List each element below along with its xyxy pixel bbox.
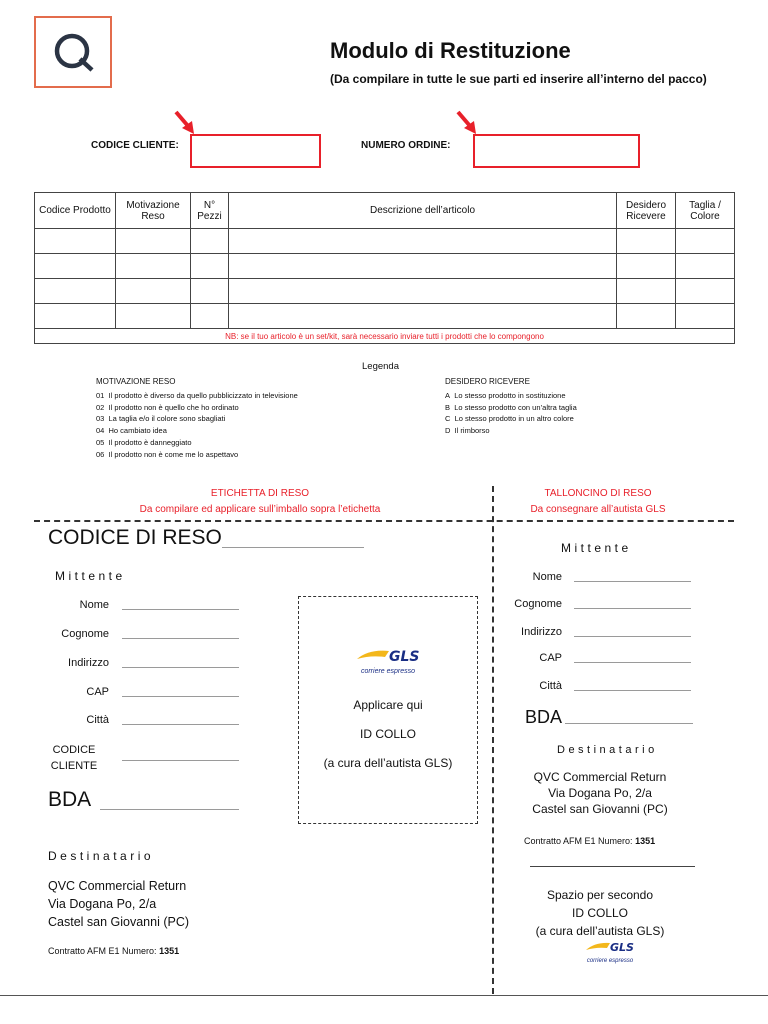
bda-line[interactable] <box>100 809 239 810</box>
stub-contract-info: Contratto AFM E1 Numero: 1351 <box>524 836 656 846</box>
label-section-title: ETICHETTA DI RESO <box>210 488 310 499</box>
address-field[interactable] <box>122 667 239 668</box>
svg-text:GLS: GLS <box>610 941 634 953</box>
stub-bda-line[interactable] <box>565 723 693 724</box>
header-pieces: N° Pezzi <box>191 193 229 229</box>
table-cell[interactable] <box>617 254 676 279</box>
legend-wishes-title: DESIDERO RICEVERE <box>445 377 530 386</box>
apply-instructions: Applicare qui ID COLLO (a cura dell’autista GLS) <box>323 698 453 770</box>
table-cell[interactable] <box>229 229 617 254</box>
stub-recipient-title: Destinatario <box>557 744 658 756</box>
table-row <box>35 279 735 304</box>
field-label: Indirizzo <box>521 626 562 638</box>
table-cell[interactable] <box>191 279 229 304</box>
recipient-address: QVC Commercial Return Via Dogana Po, 2/a Castel san Giovanni (PC) <box>48 879 190 929</box>
list-item: 02 Il prodotto non è quello che ho ordinato <box>96 402 239 412</box>
legend-title: Legenda <box>362 361 399 372</box>
field-label: CAP <box>539 652 562 664</box>
customer-code-field[interactable] <box>190 134 321 168</box>
city-field[interactable] <box>122 724 239 725</box>
table-cell[interactable] <box>229 304 617 329</box>
table-row <box>35 304 735 329</box>
list-item: 06 Il prodotto non è come me lo aspettavo <box>96 449 239 459</box>
stub-sender-title: Mittente <box>561 541 632 555</box>
page-subtitle: (Da compilare in tutte le sue parti ed inserire all’interno del pacco) <box>330 72 707 86</box>
list-item: D Il rimborso <box>445 426 490 436</box>
list-item: C Lo stesso prodotto in un altro colore <box>445 414 574 424</box>
table-row <box>35 229 735 254</box>
return-code-line[interactable] <box>222 547 364 548</box>
table-note-row <box>35 329 735 344</box>
header-return-reason: Motivazione Reso <box>116 193 191 229</box>
customer-code-label: CODICE CLIENTE: <box>91 140 179 151</box>
header-description: Descrizione dell’articolo <box>229 193 617 229</box>
list-item: 03 La taglia e/o il colore sono sbagliati <box>96 414 226 424</box>
gls-swoosh-icon <box>355 647 421 663</box>
field-label: CODICE CLIENTE <box>50 744 98 772</box>
table-cell[interactable] <box>191 229 229 254</box>
stub-city-field[interactable] <box>574 690 691 691</box>
header-wish: Desidero Ricevere <box>617 193 676 229</box>
table-cell[interactable] <box>676 304 735 329</box>
stub-cap-field[interactable] <box>574 662 691 663</box>
table-cell[interactable] <box>229 279 617 304</box>
table-cell[interactable] <box>116 279 191 304</box>
label-section-instruction: Da compilare ed applicare sull’imballo sopra l’etichetta <box>139 504 381 515</box>
field-label: CAP <box>86 686 109 698</box>
stub-bda-label: BDA <box>525 707 563 727</box>
table-row <box>35 254 735 279</box>
qvc-logo <box>34 16 112 88</box>
items-table <box>34 192 735 344</box>
table-cell[interactable] <box>191 304 229 329</box>
field-label: Nome <box>79 599 109 611</box>
second-id-line[interactable] <box>530 866 695 867</box>
table-cell[interactable] <box>116 229 191 254</box>
field-label: Città <box>539 680 562 692</box>
table-cell[interactable] <box>35 279 116 304</box>
cap-field[interactable] <box>122 696 239 697</box>
second-id-instructions: Spazio per secondo ID COLLO (a cura dell’autista GLS) <box>535 888 665 938</box>
list-item: 05 Il prodotto è danneggiato <box>96 437 192 447</box>
field-label: Città <box>86 714 109 726</box>
header-product-code: Codice Prodotto <box>35 193 116 229</box>
gls-swoosh-icon <box>584 940 636 953</box>
stub-address-field[interactable] <box>574 636 691 637</box>
order-number-field[interactable] <box>473 134 640 168</box>
table-cell[interactable] <box>35 229 116 254</box>
legend-reasons <box>96 376 396 461</box>
gls-logo: GLS corriere espresso <box>298 647 478 678</box>
svg-text:GLS: GLS <box>389 649 420 663</box>
field-label: Indirizzo <box>68 657 109 669</box>
arrow-icon <box>456 110 478 136</box>
legend-wishes <box>445 376 695 437</box>
table-cell[interactable] <box>116 254 191 279</box>
stub-section-instruction: Da consegnare all’autista GLS <box>530 504 666 515</box>
cut-line <box>34 520 734 522</box>
return-code-label: CODICE DI RESO <box>48 526 222 549</box>
table-cell[interactable] <box>676 279 735 304</box>
list-item: A Lo stesso prodotto in sostituzione <box>445 390 566 400</box>
table-note: NB: se il tuo articolo è un set/kit, sarà necessario inviare tutti i prodotti che lo compongono <box>35 329 735 344</box>
table-cell[interactable] <box>617 229 676 254</box>
sender-title: Mittente <box>55 569 126 583</box>
field-label: Nome <box>532 571 562 583</box>
field-label: Cognome <box>514 598 562 610</box>
table-cell[interactable] <box>191 254 229 279</box>
customer-code-line[interactable] <box>122 760 239 761</box>
list-item: 04 Ho cambiato idea <box>96 426 167 436</box>
table-cell[interactable] <box>116 304 191 329</box>
stub-recipient-address: QVC Commercial Return Via Dogana Po, 2/a Castel san Giovanni (PC) <box>532 770 668 816</box>
cut-line-vertical <box>492 486 494 994</box>
bda-label: BDA <box>48 788 92 811</box>
list-item: B Lo stesso prodotto con un’altra taglia <box>445 402 577 412</box>
stub-name-field[interactable] <box>574 581 691 582</box>
order-number-label: NUMERO ORDINE: <box>361 140 451 151</box>
contract-info: Contratto AFM E1 Numero: 1351 <box>48 946 180 956</box>
field-label: Cognome <box>61 628 109 640</box>
table-cell[interactable] <box>229 254 617 279</box>
surname-field[interactable] <box>122 638 239 639</box>
header-size-color: Taglia / Colore <box>676 193 735 229</box>
list-item: 01 Il prodotto è diverso da quello pubblicizzato in televisione <box>96 390 298 400</box>
stub-surname-field[interactable] <box>574 608 691 609</box>
arrow-icon <box>174 110 196 136</box>
legend-reasons-title: MOTIVAZIONE RESO <box>96 377 176 386</box>
stub-section-title: TALLONCINO DI RESO <box>544 488 652 499</box>
stub-gls-logo: GLS corriere espresso <box>575 940 645 964</box>
table-cell[interactable] <box>676 254 735 279</box>
table-cell[interactable] <box>676 229 735 254</box>
name-field[interactable] <box>122 609 239 610</box>
table-cell[interactable] <box>35 304 116 329</box>
recipient-title: Destinatario <box>48 849 155 863</box>
table-cell[interactable] <box>617 279 676 304</box>
page-title: Modulo di Restituzione <box>330 38 571 63</box>
table-header-row <box>35 193 735 229</box>
table-cell[interactable] <box>617 304 676 329</box>
table-cell[interactable] <box>35 254 116 279</box>
page-bottom-rule <box>0 995 768 996</box>
